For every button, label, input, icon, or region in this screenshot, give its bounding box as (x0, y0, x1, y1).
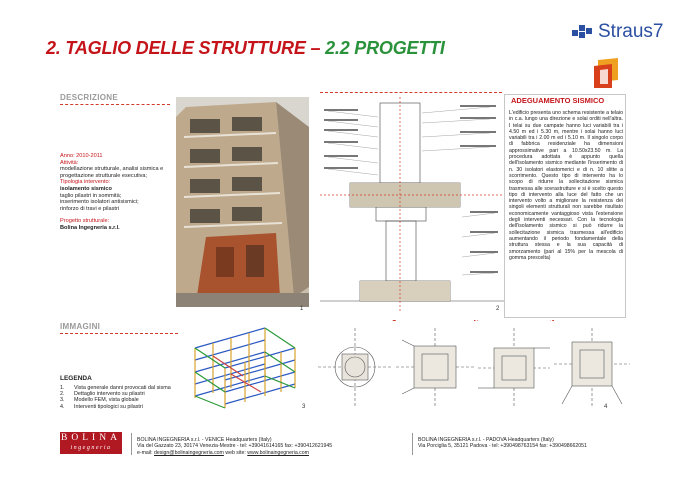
structural-project-label: Progetto strutturale: (60, 218, 110, 225)
straus7-logo-icon (570, 22, 596, 44)
figure-number-4: 4 (604, 404, 608, 410)
footer-venice-address: Via del Gazzato 23, 30174 Venezia-Mestre - tel: +39041614165 fax: +390412621945 (137, 443, 333, 450)
project-year: Anno: 2010-2011 (60, 153, 103, 159)
divider-descrizione (60, 104, 170, 105)
footer-venice-contacts: e-mail: design@bolinaingegneria.com web site: www.bolinaingegneria.com (137, 449, 309, 456)
section-label-descrizione: DESCRIZIONE (60, 93, 118, 102)
footer-venice (137, 437, 332, 456)
intervention-type-1: isolamento sismico (60, 185, 112, 192)
legend-item: 1. Vista generale danni provocati dal sisma (60, 385, 171, 391)
footer-separator (412, 433, 413, 455)
legend-list (60, 385, 178, 410)
legend-item: 4. Interventi tipologici su pilastri (60, 403, 143, 410)
page-title-section: 2.2 PROGETTI (325, 38, 445, 58)
legend-title: LEGENDA (60, 375, 92, 382)
figure-number-1: 1 (300, 306, 304, 312)
building-damage-photo (176, 97, 309, 307)
footer-padova-address: Via Porciglia 5, 35121 Padova - tel: +390498763154 fax: +390498662051 (418, 443, 587, 450)
seismic-retrofit-text: L'edificio presenta uno schema resistente a telaio in c.a. lungo una direzione e solai orditi nell'altra. I telai su due campate hanno luci variabili tra i 4.50 m ed i 5.30 m, mentre i solai hanno luci variabili tra i 2.00 m ed i 5.10 m. Il singolo corpo di fabbrica residenziale ha dimensioni approssimative pari a 10.50x23.50 m. La procedura adottata è appunto quella dell'isolamento sismico mediante l'inserimento di n. 30 isolatori elastomerici e di n. 10 slitte a scorrimento. Questo tipo di intervento ha lo scopo di ridurre la sollecitazione sismica trasmessa alle sovrastrutture e si è scelto questo tipo di intervento alla luce del fatto che un intervento volto a migliorare la resistenza dei singoli elementi strutturali non sarebbe risultato economicamente vantaggioso vista l'estensione degli interventi necessari. Con la tecnologia dell'isolamento sismico si può ridurre la sollecitazione sismica trasmessa all'edificio aumentando il periodo fondamentale della struttura stessa e la sua capacità di smorzamento (pari al 15% per la mescola di gomma prescelta) (509, 110, 623, 261)
intervention-type-label: Tipologia intervento: (60, 179, 111, 186)
intervention-type-2: taglio pilastri in sommità; (60, 192, 122, 199)
legend-item: 3. Modello FEM, vista globale (60, 397, 139, 404)
footer-padova-title: BOLINA INGEGNERIA s.r.l. - PADOVA Headquarters (Italy) (418, 437, 554, 443)
page-title-chapter: 2. TAGLIO DELLE STRUTTURE – (46, 38, 326, 58)
column-plan-detail-c (478, 318, 550, 416)
column-plan-detail-b (396, 318, 474, 416)
straus7-logo-text: Straus7 (598, 21, 664, 42)
figure-number-3: 3 (302, 404, 306, 410)
website-link[interactable]: www.bolinaingegneria.com (247, 449, 309, 456)
corner-decoration-icon (594, 58, 620, 88)
section-label-immagini: IMMAGINI (60, 322, 101, 331)
bolina-logo: BOLINA ingegneria (60, 432, 122, 454)
intervention-type-4: rinforzo di travi e pilastri (60, 205, 120, 212)
divider-immagini (60, 333, 178, 334)
column-plan-detail-a (318, 318, 392, 416)
page-title (46, 38, 445, 59)
divider-top-drawing (320, 92, 502, 93)
structural-project-value: Bolina Ingegneria s.r.l. (60, 224, 120, 231)
intervention-type-3: inserimento isolatori antisismici; (60, 199, 139, 206)
project-info (60, 153, 180, 232)
fem-model-image (185, 318, 310, 416)
seismic-retrofit-title: ADEGUAMENTO SISMICO (511, 96, 605, 105)
email-link[interactable]: design@bolinaingegneria.com (154, 449, 224, 456)
activity-label: Attività: (60, 159, 79, 166)
figure-number-2: 2 (496, 306, 500, 312)
column-plan-detail-d (554, 318, 630, 416)
footer-venice-title: BOLINA INGEGNERIA s.r.l. - VENICE Headquarters (Italy) (137, 437, 272, 443)
footer-separator (131, 433, 132, 455)
footer-padova (418, 437, 587, 450)
activity-value: modellazione strutturale, analisi sismica e progettazione strutturale esecutiva; (60, 166, 164, 179)
column-detail-drawing (320, 97, 505, 317)
legend-item: 2. Dettaglio intervento su pilastri (60, 391, 145, 398)
